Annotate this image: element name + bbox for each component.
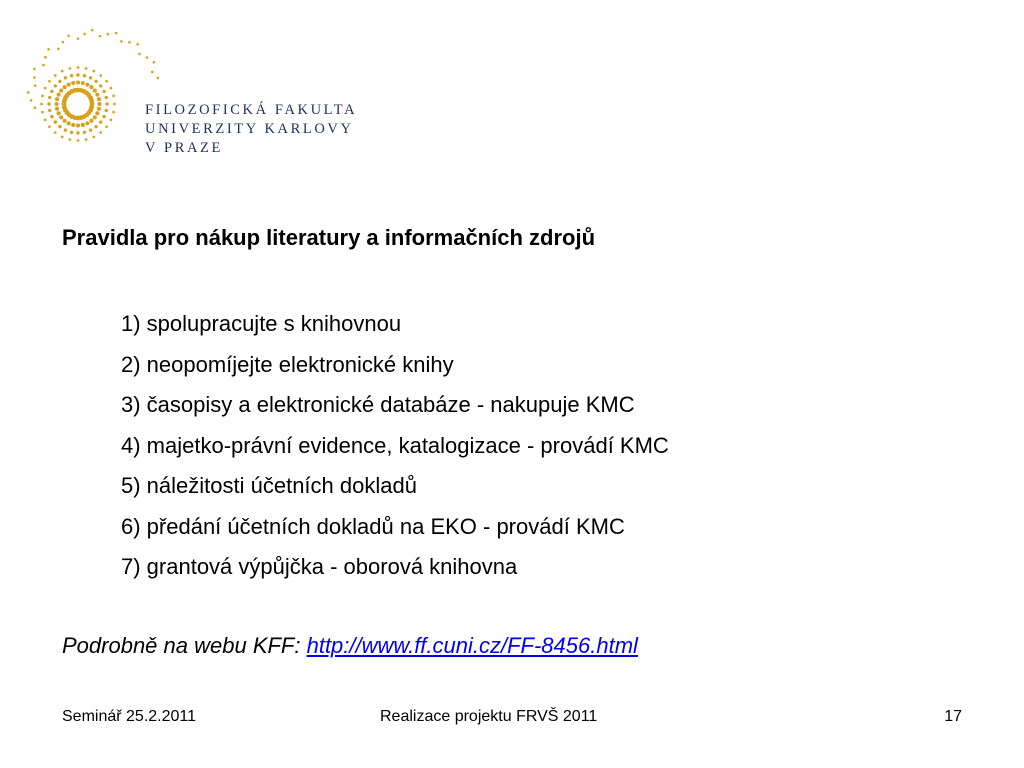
logo-line-1: FILOZOFICKÁ FAKULTA — [145, 102, 358, 118]
list-item: 1) spolupracujte s knihovnou — [121, 311, 402, 336]
list-item: 3) časopisy a elektronické databáze - nakupuje KMC — [121, 392, 635, 417]
list-item: 2) neopomíjejte elektronické knihy — [121, 351, 454, 377]
logo-line-2: UNIVERZITY KARLOVY — [145, 121, 354, 137]
page-number: 17 — [944, 708, 962, 725]
faculty-logo — [24, 14, 358, 164]
list-item: 4) majetko-právní evidence, katalogizace - provádí KMC — [121, 432, 669, 458]
footer-project: Realizace projektu FRVŠ 2011 — [380, 708, 598, 725]
list-item: 7) grantová výpůjčka - oborová knihovna — [121, 554, 518, 579]
list-item: 6) předání účetních dokladů na EKO - provádí KMC — [121, 513, 625, 539]
footer-date: Seminář 25.2.2011 — [62, 708, 197, 725]
list-item: 5) náležitosti účetních dokladů — [121, 473, 417, 498]
slide-title: Pravidla pro nákup literatury a informačních zdrojů — [62, 225, 596, 250]
more-info-line — [62, 631, 638, 661]
logo-line-3: V PRAZE — [145, 140, 223, 156]
rules-list — [121, 304, 669, 588]
kff-web-link[interactable]: http://www.ff.cuni.cz/FF-8456.html — [306, 633, 638, 658]
more-info-label: Podrobně na webu KFF: — [62, 633, 307, 658]
logo-wordmark — [145, 101, 357, 158]
